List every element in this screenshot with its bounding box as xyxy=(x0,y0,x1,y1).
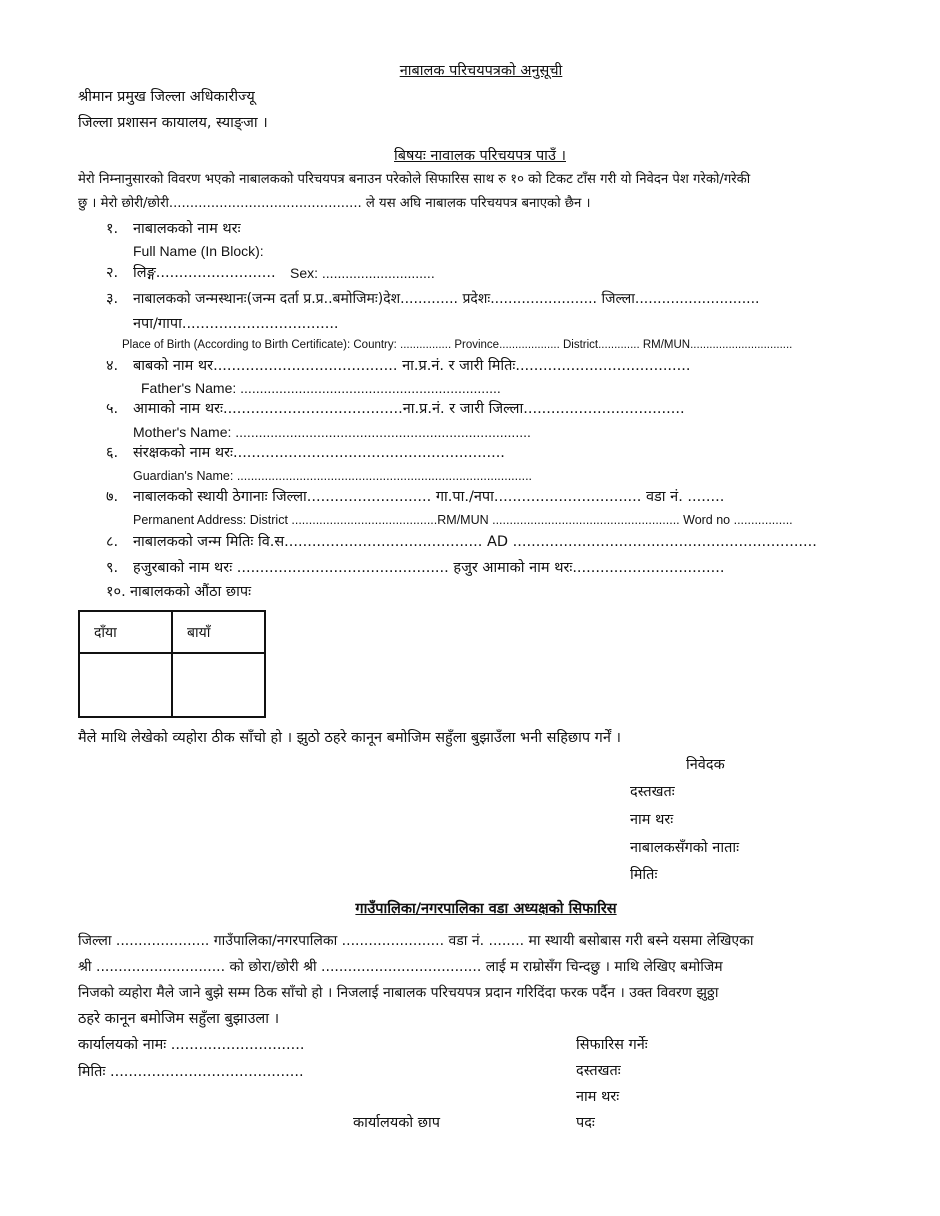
item-4-label: बाबको नाम थर........................................ ना.प्र.नं. र जारी मितिः...................................... xyxy=(133,358,691,374)
recommendation-line-4: ठहरे कानून बमोजिम सहुँला बुझाउला । xyxy=(78,1011,280,1027)
recommender-signature: दस्तखतः xyxy=(576,1063,621,1079)
item-4-number: ४. xyxy=(106,358,119,374)
item-3-number: ३. xyxy=(106,291,119,307)
item-8-label: नाबालकको जन्म मितिः वि.स........................................... AD .................................................................. xyxy=(133,534,817,550)
item-3-label: नाबालकको जन्मस्थानः(जन्म दर्ता प्र.प्र..बमोजिमः)देश............. प्रदेशः........................ जिल्ला............................ xyxy=(133,291,760,307)
recommendation-date: मितिः .......................................... xyxy=(78,1064,304,1080)
intro-line-2: छु । मेरो छोरी/छोरी.............................................. ले यस अघि नाबालक परिचयपत्र बनाएको छैन । xyxy=(78,196,591,211)
office-name: कार्यालयको नामः ............................. xyxy=(78,1037,305,1053)
applicant-date: मितिः xyxy=(630,867,658,883)
recommendation-line-3: निजको व्यहोरा मैले जाने बुझे सम्म ठिक साँचो हो । निजलाई नाबालक परिचयपत्र प्रदान गरिदिंदा फरक पर्दैन । उक्त विवरण झुठ्ठा xyxy=(78,985,719,1001)
item-6-number: ६. xyxy=(106,445,119,461)
office-address: जिल्ला प्रशासन कायालय, स्याङ्जा । xyxy=(78,115,268,131)
item-9-number: ९. xyxy=(106,560,119,576)
applicant-heading: निवेदक xyxy=(686,757,725,773)
item-10-number: १०. xyxy=(106,584,126,600)
item-1-number: १. xyxy=(106,221,119,237)
item-7-number: ७. xyxy=(106,489,119,505)
applicant-signature: दस्तखतः xyxy=(630,784,675,800)
item-10-label: नाबालकको औंठा छापः xyxy=(130,584,251,600)
thumb-right-header: दाँया xyxy=(79,611,172,653)
item-1-label: नाबालकको नाम थरः xyxy=(133,221,241,237)
item-6-label-en: Guardian's Name: ..................................................................................... xyxy=(133,469,533,483)
applicant-name: नाम थरः xyxy=(630,812,674,828)
recommendation-heading: गाउँपालिका/नगरपालिका वडा अध्यक्षको सिफारिस xyxy=(355,901,617,917)
item-5-label: आमाको नाम थरः.......................................ना.प्र.नं. र जारी जिल्ला................................... xyxy=(133,401,685,417)
applicant-relation: नाबालकसँगको नाताः xyxy=(630,840,740,856)
item-7-label: नाबालकको स्थायी ठेगानाः जिल्ला........................... गा.पा./नपा................................ वडा नं. ........ xyxy=(133,489,725,505)
declaration: मैले माथि लेखेको व्यहोरा ठीक साँचो हो । झुठो ठहरे कानून बमोजिम सहुँला बुझाउँला भनी सहिछाप गर्नें । xyxy=(78,730,621,746)
office-stamp: कार्यालयको छाप xyxy=(353,1115,440,1131)
item-4-label-en: Father's Name: ................................................................... xyxy=(141,380,501,396)
subject-line: बिषयः नावालक परिचयपत्र पाउँ । xyxy=(394,148,566,164)
recommendation-line-1: जिल्ला ..................... गाउँपालिका/नगरपालिका ....................... वडा नं. ........ मा स्थायी बसोबास गरी बस्ने यसमा लेखिएका xyxy=(78,933,754,949)
thumb-left-box xyxy=(172,653,265,717)
recommendation-line-2: श्री ............................. को छोरा/छोरी श्री .................................... लाई म राम्रोसँग चिन्दछु । माथि लेखिए बमोजिम xyxy=(78,959,723,975)
item-3-label-en: Place of Birth (According to Birth Certificate): Country: ................ Province................... District............. RM/MUN................................ xyxy=(122,339,793,351)
intro-line-1: मेरो निम्नानुसारको विवरण भएको नाबालकको परिचयपत्र बनाउन परेकोले सिफारिस साथ रु १० को टिकट टाँस गरी यो निवेदन पेश गरेको/गरेकी xyxy=(78,172,751,187)
thumb-right-box xyxy=(79,653,172,717)
salutation: श्रीमान प्रमुख जिल्ला अधिकारीज्यू xyxy=(78,89,255,105)
item-9-label: हजुरबाको नाम थरः .............................................. हजुर आमाको नाम थरः................................. xyxy=(133,560,725,576)
recommender-post: पदः xyxy=(576,1115,595,1131)
item-2-label: लिङ्ग.......................... xyxy=(133,265,276,281)
item-2-number: २. xyxy=(106,265,119,281)
item-5-label-en: Mother's Name: ............................................................................ xyxy=(133,424,531,440)
recommender-name: नाम थरः xyxy=(576,1089,620,1105)
item-6-label: संरक्षकको नाम थरः........................................................... xyxy=(133,445,505,461)
thumbprint-table xyxy=(78,610,266,718)
item-7-label-en: Permanent Address: District ..........................................RM/MUN ...................................................... Word no ................. xyxy=(133,513,793,527)
form-title: नाबालक परिचयपत्रको अनुसूची xyxy=(399,63,563,79)
item-5-number: ५. xyxy=(106,401,119,417)
thumb-left-header: बायाँ xyxy=(172,611,265,653)
recommender-label: सिफारिस गर्नेः xyxy=(576,1037,648,1053)
item-3-label-line-2: नपा/गापा.................................. xyxy=(133,316,339,332)
item-8-number: ८. xyxy=(106,534,119,550)
item-2-label-en: Sex: ............................. xyxy=(290,265,435,281)
item-1-label-en: Full Name (In Block): xyxy=(133,243,264,259)
